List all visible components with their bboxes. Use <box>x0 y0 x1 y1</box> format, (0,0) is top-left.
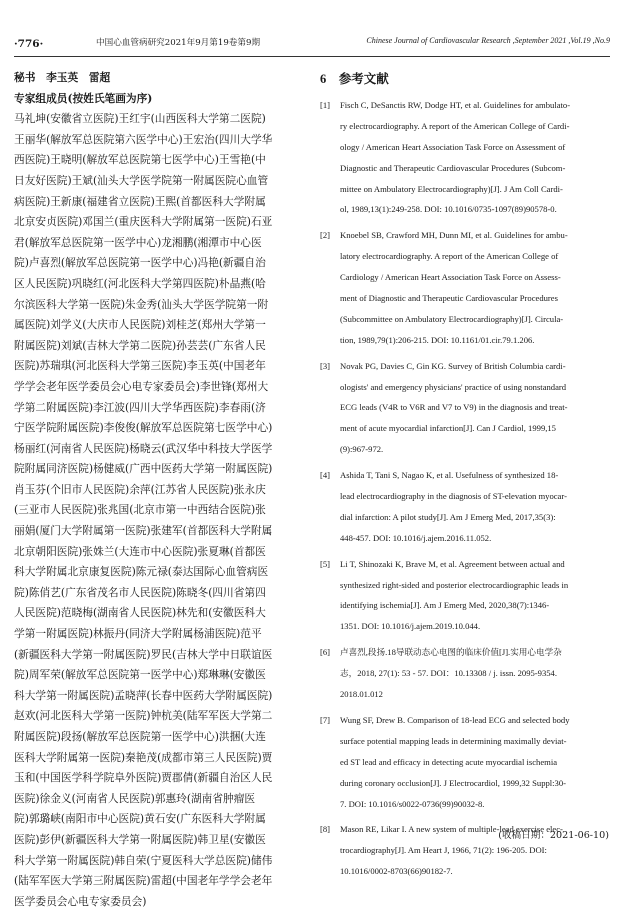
reference-text-line: ol, 1989,13(1):249-258. DOI: 10.1016/0735-1097(89)90578-0. <box>340 204 557 215</box>
reference-label: [8] <box>320 824 331 835</box>
reference-item <box>320 465 610 549</box>
expert-list-line: 属医院)刘学义(大庆市人民医院)刘桂芝(郑州大学第一 <box>14 318 266 332</box>
reference-item <box>320 356 610 460</box>
expert-list-line: 学第一附属医院)林振丹(同济大学附属杨浦医院)范平 <box>14 627 262 641</box>
reference-text-line: 448-457. DOI: 10.1016/j.ajem.2016.11.052. <box>340 532 492 543</box>
expert-list-line: 院)陈俏艺(广东省茂名市人民医院)陈晓冬(四川省第四 <box>14 585 266 599</box>
reference-text-line: during coronary occlusion[J]. J Electrocardiol, 1999,32 Suppl:30- <box>340 777 567 788</box>
reference-text-line: ology / American Heart Association Task Force on Assessment of <box>340 141 566 152</box>
page-header <box>14 34 610 57</box>
reference-text-line: Diagnostic and Therapeutic Cardiovascular Procedures (Subcom- <box>340 162 566 173</box>
reference-text-line: dial infarction: A pilot study[J]. Am J Emerg Med, 2017,35(3): <box>340 511 556 522</box>
reference-label: [2] <box>320 230 331 241</box>
expert-list-line: 学学会老年医学委员会心电专家委员会)李世锋(郑州大 <box>14 379 269 393</box>
reference-text-line: surface potential mapping leads in determining maximally deviat- <box>340 735 567 746</box>
reference-label: [5] <box>320 558 331 569</box>
reference-text-line: ment of Diagnostic and Therapeutic Cardiovascular Procedures <box>340 293 558 304</box>
expert-list-line: 科大学第一附属医院)孟晓萍(长春中医药大学附属医院) <box>14 688 273 702</box>
expert-list-line: 宁医学院附属医院)李俊俊(解放军总医院第七医学中心) <box>14 421 273 435</box>
secretary-line: 秘书 李玉英 雷超 <box>14 71 111 84</box>
reference-label: [7] <box>320 714 331 725</box>
expert-list-line: 医学委员会心电专家委员会) <box>14 894 147 908</box>
reference-text-line: Mason RE, Likar I. A new system of multiple-lead exercise elec- <box>340 824 563 835</box>
expert-list-line: 丽娟(厦门大学附属第一医院)张建军(首都医科大学附属 <box>14 524 273 538</box>
reference-item <box>320 225 610 350</box>
expert-list-line: 北京朝阳医院)张姝兰(大连市中心医院)张夏琳(首都医 <box>14 544 266 558</box>
expert-list-line: 附属医院)段扬(解放军总医院第一医学中心)洪捆(大连 <box>14 730 266 743</box>
expert-list-line: 学第二附属医院)李江波(四川大学华西医院)李春雨(济 <box>14 400 266 414</box>
expert-list-line: 尔滨医科大学第一医院)朱金秀(汕头大学医学院第一附 <box>14 297 269 311</box>
reference-label: [4] <box>320 470 331 481</box>
expert-list-line: 肖玉芬(个旧市人民医院)余萍(江苏省人民医院)张永庆 <box>14 482 266 496</box>
reference-text-line: Novak PG, Davies C, Gin KG. Survey of British Columbia cardi- <box>340 360 566 371</box>
reference-text-line: (Subcommittee on Ambulatory Electrocardiography)[J]. Circula- <box>340 313 564 324</box>
reference-text-line: 卢喜烈,段扬.18导联动态心电图的临床价值[J].实用心电学杂 <box>340 647 562 658</box>
reference-text-line: ECG leads (V4R to V6R and V7 to V9) in the diagnosis and treat- <box>340 402 568 413</box>
expert-group-column <box>14 68 302 912</box>
journal-title-cn: 中国心血管病研究2021年9月第19卷第9期 <box>96 38 261 48</box>
expert-list-line: 马礼坤(安徽省立医院)王红宇(山西医科大学第二医院) <box>14 112 266 126</box>
reference-label: [6] <box>320 647 331 658</box>
reference-item <box>320 95 610 220</box>
reference-text-line: trocardiography[J]. Am Heart J, 1966, 71(2): 196-205. DOI: <box>340 845 547 856</box>
reference-text-line: (9):967-972. <box>340 444 384 455</box>
reference-text-line: lead electrocardiography in the diagnosis of ST-elevation myocar- <box>340 491 567 502</box>
reference-text-line: tion, 1989,79(1):206-215. DOI: 10.1161/01.cir.79.1.206. <box>340 334 535 345</box>
journal-title-en: Chinese Journal of Cardiovascular Research ,September 2021 ,Vol.19 ,No.9 <box>366 36 610 45</box>
expert-list-line: 病医院)王新康(福建省立医院)王熙(首都医科大学附属 <box>14 194 266 208</box>
expert-list-line: 医院)彭伊(新疆医科大学第一附属医院)韩卫星(安徽医 <box>14 832 266 846</box>
reference-text-line: identifying ischemia[J]. Am J Emerg Med, 2020,38(7):1346- <box>340 600 550 611</box>
expert-list-line: 医院)苏瑞琪(河北医科大学第三医院)李玉英(中国老年 <box>14 359 266 373</box>
expert-list-line: 科大学第一附属医院)韩自荣(宁夏医科大学总医院)储伟 <box>14 853 273 867</box>
expert-list-line: 院附属同济医院)杨健威(广西中医药大学第一附属医院) <box>14 462 273 476</box>
expert-list-line: (新疆医科大学第一附属医院)罗民(吉林大学中日联谊医 <box>14 647 273 661</box>
reference-text-line: Knoebel SB, Crawford MH, Dunn MI, et al. Guidelines for ambu- <box>340 230 568 241</box>
reference-text-line: synthesized right-sided and posterior electrocardiographic leads in <box>340 579 569 590</box>
expert-list-line: 北京安贞医院)邓国兰(重庆医科大学附属第一医院)石亚 <box>14 215 273 229</box>
expert-list-line: 医院)徐金义(河南省人民医院)郭惠玲(湖南省肿瘤医 <box>14 791 256 805</box>
expert-list-line: 杨丽红(河南省人民医院)杨晓云(武汉华中科技大学医学 <box>14 441 273 455</box>
expert-list-line: 医科大学附属第一医院)秦艳茂(成都市第三人民医院)贾 <box>14 750 273 764</box>
reference-text-line: 10.1016/0002-8703(66)90182-7. <box>340 866 453 877</box>
reference-text-line: ry electrocardiography. A report of the American College of Cardi- <box>340 120 570 131</box>
expert-list-line: 院)周军荣(解放军总医院第一医学中心)郑琳琳(安徽医 <box>14 668 266 682</box>
expert-list-line: 玉和(中国医学科学院阜外医院)贾郡倩(新疆自治区人民 <box>14 771 273 785</box>
expert-list-line: (三亚市人民医院)张兆国(北京市第一中西结合医院)张 <box>14 503 266 517</box>
reference-item <box>320 554 610 638</box>
expert-list-line: 西医院)王晓明(解放军总医院第七医学中心)王雪艳(中 <box>14 153 266 167</box>
expert-list-line: 院)卢喜烈(解放军总医院第一医学中心)冯艳(新疆自治 <box>14 256 266 270</box>
expert-list-line: 赵欢(河北医科大学第一医院)钟杭美(陆军军医大学第二 <box>14 709 273 723</box>
reference-text-line: Fisch C, DeSanctis RW, Dodge HT, et al. Guidelines for ambulato- <box>340 100 571 110</box>
reference-text-line: ment of acute myocardial infarction[J]. Can J Cardiol, 1999,15 <box>340 423 556 434</box>
expert-list-line: 院)郭璐峡(南阳市中心医院)黄石安(广东医科大学附属 <box>14 812 266 826</box>
received-date: (收稿日期：2021-06-10) <box>498 830 609 841</box>
reference-text-line: mittee on Ambulatory Electrocardiography)[J]. J Am Coll Cardi- <box>340 183 563 194</box>
reference-text-line: Wung SF, Drew B. Comparison of 18-lead ECG and selected body <box>340 714 570 725</box>
expert-list-line: 人民医院)范晓梅(湖南省人民医院)林先和(安徽医科大 <box>14 606 266 620</box>
expert-list-line: 君(解放军总医院第一医学中心)龙湘鹏(湘潭市中心医 <box>14 235 262 249</box>
reference-label: [3] <box>320 360 331 371</box>
reference-text-line: ed ST lead and efficacy in detecting acute myocardial ischemia <box>340 756 558 767</box>
page-number: ·776· <box>14 38 44 50</box>
references-column <box>320 68 610 882</box>
reference-text-line: ologists' and emergency physicians' practice of using nonstandard <box>340 381 567 392</box>
references-heading: 6 参考文献 <box>320 72 389 86</box>
expert-list-line: (陆军军医大学第三附属医院)雷超(中国老年学学会老年 <box>14 874 273 888</box>
reference-list <box>320 95 610 882</box>
expert-list-line: 附属医院)刘斌(吉林大学第二医院)孙芸芸(广东省人民 <box>14 338 266 352</box>
expert-list-line: 区人民医院)巩晓红(河北医科大学第四医院)朴晶燕(哈 <box>14 276 266 290</box>
expert-list-line: 日友好医院)王斌(汕头大学医学院第一附属医院心血管 <box>14 173 269 187</box>
expert-list-line: 科大学附属北京康复医院)陈元禄(泰达国际心血管病医 <box>14 565 269 579</box>
reference-text-line: 2018.01.012 <box>340 689 383 700</box>
reference-item <box>320 710 610 814</box>
reference-text-line: latory electrocardiography. A report of the American College of <box>340 251 559 262</box>
expert-group-heading: 专家组成员(按姓氏笔画为序) <box>14 91 153 105</box>
reference-text-line: 7. DOI: 10.1016/s0022-0736(99)90032-8. <box>340 798 485 809</box>
reference-item <box>320 642 610 705</box>
reference-text-line: Cardiology / American Heart Association Task Force on Assess- <box>340 272 561 283</box>
expert-list-line: 王丽华(解放军总医院第六医学中心)王宏治(四川大学华 <box>14 132 273 146</box>
reference-text-line: Ashida T, Tani S, Nagao K, et al. Usefulness of synthesized 18- <box>340 470 559 481</box>
reference-text-line: 1351. DOI: 10.1016/j.ajem.2019.10.044. <box>340 621 481 632</box>
reference-text-line: 志，2018, 27(1): 53 - 57. DOI：10.13308 / j. issn. 2095-9354. <box>340 668 557 679</box>
reference-text-line: Li T, Shinozaki K, Brave M, et al. Agreement between actual and <box>340 558 565 569</box>
reference-label: [1] <box>320 100 331 110</box>
